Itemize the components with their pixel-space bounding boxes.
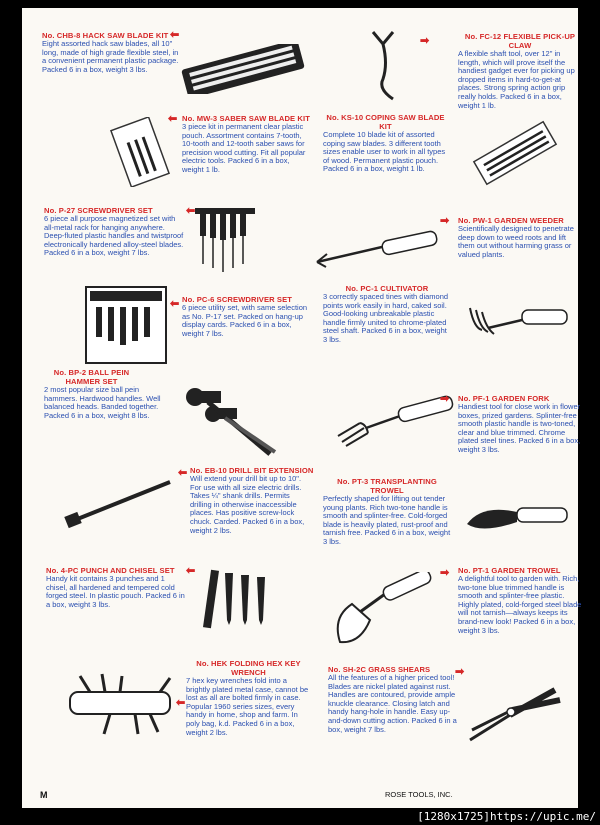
item-title: No. PF-1 GARDEN FORK [458,394,550,403]
item-title: No. P-27 SCREWDRIVER SET [44,206,153,215]
right-arrow-icon: ➡ [440,393,450,405]
item-description: 2 most popular size ball pein hammers. Hardwood handles. Well balanced heads. Banded together. Packed 6 in a box, weight 8 lbs. [44,385,161,420]
item-4-pc [46,566,186,609]
item-title: No. FC-12 FLEXIBLE PICK-UP CLAW [464,32,576,50]
item-description: A delightful tool to garden with. Rich, two-tone blue trimmed handle is smooth and splinter-free plastic. Highly plated, cold-forged steel blade will not tarnish—always keeps its brand-new look! Packed 6 in a box, weight 3 lbs. [458,574,582,635]
item-pw-1 [458,216,582,259]
item-chb-8 [42,31,182,74]
screwdriver-set-rack-image [190,198,260,278]
item-title: No. HEK FOLDING HEX KEY WRENCH [196,659,301,677]
item-title: No. PW-1 GARDEN WEEDER [458,216,564,225]
transplanting-trowel-image [462,494,572,539]
right-arrow-icon: ➡ [440,215,450,227]
item-hek [186,659,311,737]
item-description: 3 correctly spaced tines with diamond points work easily in hard, caked soil. Good-looking unbreakable plastic handle firmly united to chrome-plated steel shaft. Packed 6 in a box, weight 3 lbs. [323,292,449,344]
left-arrow-icon: ⬅ [186,565,196,577]
item-title: No. KS-10 COPING SAW BLADE KIT [326,113,445,131]
item-description: Handiest tool for close work in flower boxes, prized gardens. Splinter-free smooth plastic handle is two-toned, clear and blue trimmed. Chrome plated steel tines. Packed 6 in a box, weight 3 lbs. [458,402,581,454]
punch-and-chisel-set-image [195,565,275,635]
ball-pein-hammer-set-image [175,372,285,462]
hack-saw-blade-kit-image [178,44,308,94]
item-pt-3 [323,477,451,547]
item-description: Complete 10 blade kit of assorted coping saw blades. 3 different tooth sizes enable user to work in all types of wood. Permanent plastic pouch. Packed 6 in a box, weight 1 lb. [323,130,446,174]
item-title: No. PT-1 GARDEN TROWEL [458,566,561,575]
item-description: 6 piece all purpose magnetized set with all-metal rack for hanging anywhere. Deep-fluted plastic handles and twistproof electronically hardened alloy-steel blades. Packed 6 in a box, weight 7 lbs. [44,214,184,258]
left-arrow-icon: ⬅ [186,205,196,217]
item-description: 6 piece utility set, with same selection as No. P-17 set. Packed on hang-up display cards. Packed 6 in a box, weight 7 lbs. [182,303,308,338]
coping-saw-blade-kit-image [470,118,560,188]
item-pc-1 [323,284,451,345]
garden-trowel-image [330,572,440,652]
item-description: All the features of a higher priced tool! Blades are nickel plated against rust. Handles are contoured, provide ample knuckle clearance. Closing latch and handy hang-hole in handle. Easy up-and-down cutting action. Packed 6 in a box, weight 7 lbs. [328,673,457,734]
item-bp-2 [44,368,174,420]
item-description: 3 piece kit in permanent clear plastic pouch. Assortment contains 7-tooth, 10-tooth and 12-tooth saber saws for precision wood cutting. Fit all popular electric tools. Packed 6 in a box, weight 1 lb. [182,122,306,174]
item-title: No. PT-3 TRANSPLANTING TROWEL [337,477,437,495]
item-sh-2c [328,665,458,734]
left-arrow-icon: ⬅ [170,298,180,310]
right-arrow-icon: ➡ [420,35,430,47]
item-fc-12 [458,32,582,110]
item-title: No. EB-10 DRILL BIT EXTENSION [190,466,314,475]
screwdriver-display-card-image [84,285,169,365]
item-ks-10 [323,113,448,174]
item-title: No. PC-1 CULTIVATOR [345,284,429,293]
publisher-name: ROSE TOOLS, INC. [385,790,453,799]
item-title: No. SH-2C GRASS SHEARS [328,665,431,674]
pick-up-claw-image [358,24,418,104]
item-pt-1 [458,566,582,635]
item-description: Eight assorted hack saw blades, all 10" long, made of high grade flexible steel, in a convenient permanent plastic package. Packed 6 in a box, weight 3 lbs. [42,39,179,74]
page-letter: M [40,790,48,800]
cultivator-image [462,298,572,343]
item-description: Scientifically designed to penetrate deep down to weed roots and lift them out without harming grass or valued plants. [458,224,574,259]
item-title: No. MW-3 SABER SAW BLADE KIT [182,114,310,123]
item-title: No. PC-6 SCREWDRIVER SET [182,295,292,304]
right-arrow-icon: ➡ [455,666,465,678]
grass-shears-image [460,680,570,750]
left-arrow-icon: ⬅ [178,467,188,479]
garden-weeder-image [312,222,442,272]
item-eb-10 [190,466,312,535]
item-p-27 [44,206,184,258]
item-description: A flexible shaft tool, over 12" in length, which will prove itself the handiest gadget ever for picking up dropped items in hard-to-get-at places. Strong spring action grip really holds. Packed 6 in a box, weight 1 lb. [458,49,575,110]
right-arrow-icon: ➡ [440,567,450,579]
item-description: Will extend your drill bit up to 10". For use with all size electric drills. Takes ¼" shank drills. Permits drilling in otherwise inaccessible places. Has positive screw-lock chuck. Carded. Packed 6 in a box, weight 2 lbs. [190,474,305,535]
saber-saw-blade-kit-image [110,117,170,187]
item-description: Handy kit contains 3 punches and 1 chisel, all hardened and tempered cold forged steel. In plastic pouch. Packed 6 in a box, weight 3 lbs. [46,574,185,609]
item-pc-6 [182,295,312,338]
item-description: 7 hex key wrenches fold into a brightly plated metal case, cannot be lost as all are bolted firmly in case. Popular 1960 series sizes, every handy in home, shop and farm. In poly bag, k.d. Packed 6 in a box, weight 2 lbs. [186,676,309,737]
item-title: No. 4-PC PUNCH AND CHISEL SET [46,566,175,575]
item-title: No. CHB-8 HACK SAW BLADE KIT [42,31,169,40]
left-arrow-icon: ⬅ [176,697,186,709]
drill-bit-extension-image [60,472,180,532]
left-arrow-icon: ⬅ [168,113,178,125]
item-title: No. BP-2 BALL PEIN HAMMER SET [53,368,130,386]
item-mw-3 [182,114,312,175]
left-arrow-icon: ⬅ [170,29,180,41]
folding-hex-key-wrench-image [60,672,180,742]
item-description: Perfectly shaped for lifting out tender young plants. Rich two-tone handle is smooth and splinter-free. Cold-forged blade is heavily plated, rust-proof and tarnish free. Packed 6 in a box, weight 3 lbs. [323,494,451,546]
item-pf-1 [458,394,582,455]
watermark: [1280x1725]https://upic.me/ [417,810,596,823]
